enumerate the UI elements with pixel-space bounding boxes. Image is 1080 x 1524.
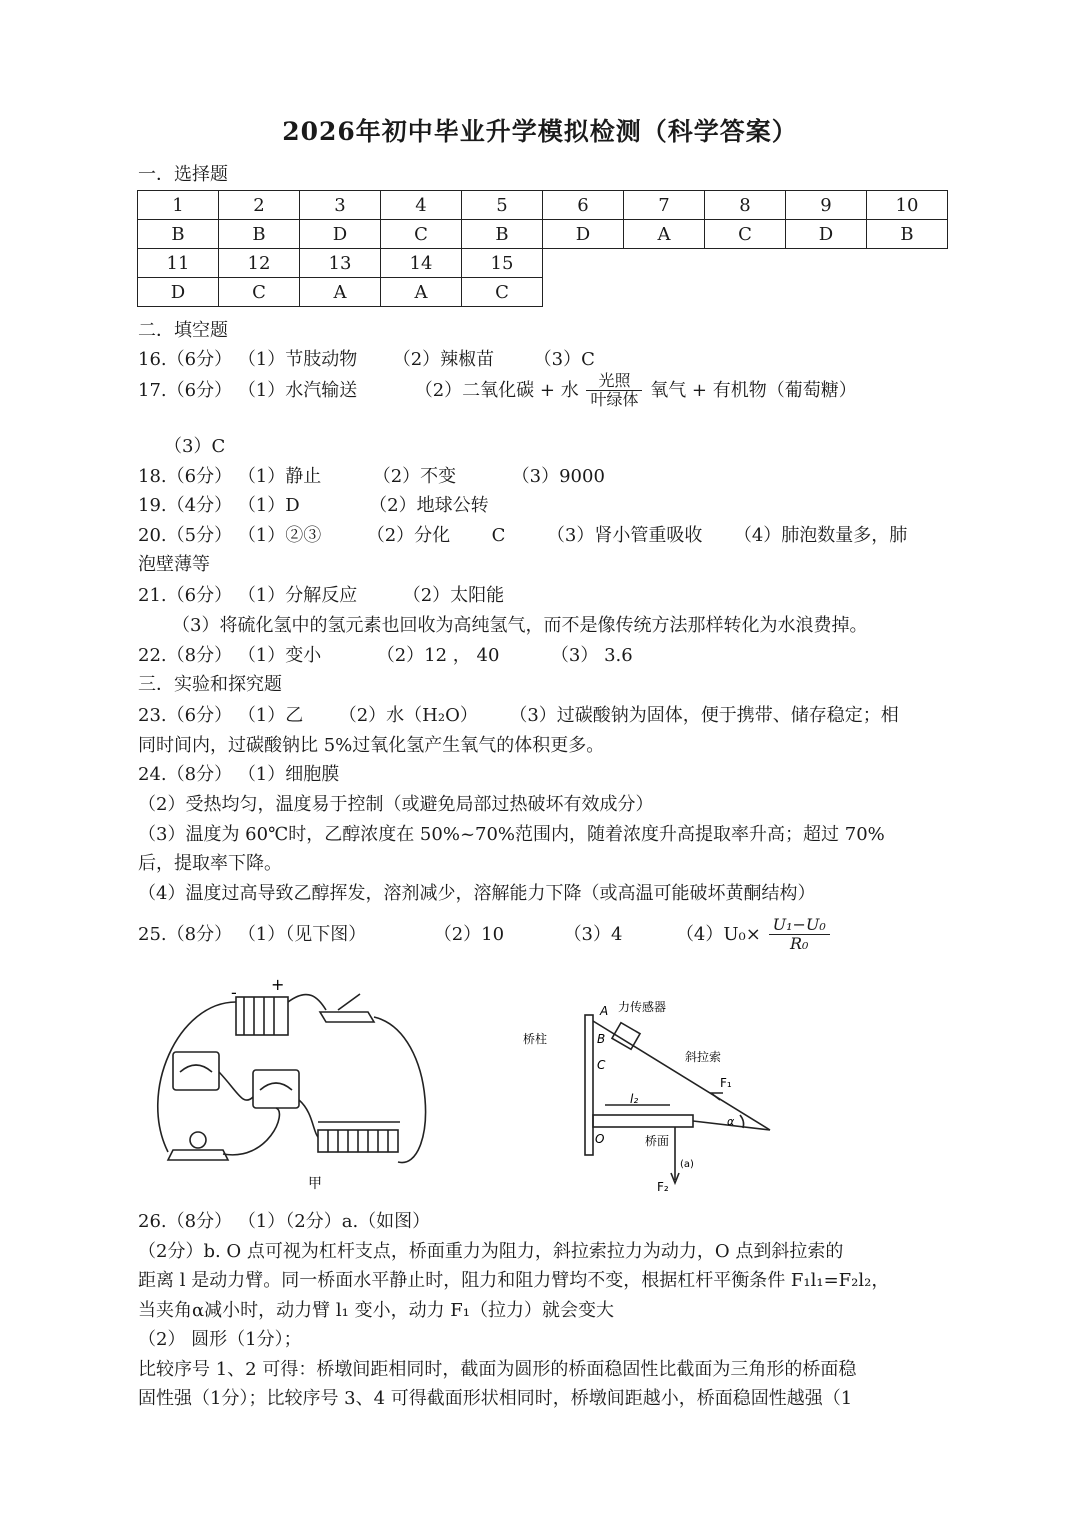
q18-a1: （1）静止 [237,466,322,487]
q22-a2: （2）12 ， 40 [376,645,500,666]
q21-a3: （3）将硫化氢中的氢元素也回收为高纯氢气，而不是像传统方法那样转化为水浪费掉。 [172,615,868,636]
table-cell: 9 [786,191,867,220]
q24-a1: （1）细胞膜 [237,764,340,785]
q17-a2-pre: （2）二氧化碳 + 水 [414,379,579,401]
table-cell: B [138,220,219,249]
f1-label: F₁ [720,1076,732,1090]
q25-a2: （2）10 [433,923,505,945]
voltmeter-icon [173,1052,219,1090]
a-label: (a) [680,1159,694,1170]
q24-a4: （4）温度过高导致乙醇挥发，溶剂减少，溶解能力下降（或高温可能破坏黄酮结构） [138,883,816,904]
q26-b3: 当夹角α减小时，动力臂 l₁ 变小，动力 F₁（拉力）就会变大 [138,1300,614,1321]
q20-a4b: 泡壁薄等 [138,554,210,575]
q23-head: 23.（6分） [138,705,233,726]
q18-a2: （2）不变 [372,466,457,487]
q26-answer [138,1207,430,1233]
q22-a3: （3） 3.6 [550,645,633,666]
q25-a3: （3）4 [563,923,623,945]
q24-a3: （3）温度为 60℃时，乙醇浓度在 50%~70%范围内，随着浓度升高提取率升高；超过 70% [138,824,885,845]
q19-a2: （2）地球公转 [369,495,489,516]
q26-c2: 比较序号 1、2 可得：桥墩间距相同时，截面为圆形的桥面稳固性比截面为三角形的桥面稳 [138,1359,857,1380]
q23-a3b: 同时间内，过碳酸钠比 5%过氧化氢产生氧气的体积更多。 [138,735,605,756]
table-row [138,278,948,307]
q25-a1: （1）（见下图） [237,923,367,945]
q18-a3: （3）9000 [511,466,605,487]
q17-a2-post: 氧气 + 有机物（葡萄糖） [650,379,857,401]
table-cell: D [300,220,381,249]
bridge-deck [593,1115,693,1127]
condition-chloroplast: 叶绿体 [590,390,639,410]
q21-a2: （2）太阳能 [402,585,505,606]
q19-a1: （1）D [237,495,300,516]
battery-plus: + [271,975,285,994]
q17-head: 17.（6分） [138,379,233,401]
q24-answer [138,760,339,786]
table-cell: 5 [462,191,543,220]
alpha-label: α [727,1115,735,1128]
q16-a1: （1）节肢动物 [237,349,358,370]
q22-head: 22.（8分） [138,645,233,666]
q17-a1: （1）水汽输送 [237,379,358,401]
q26-b1: （2分）b. O 点可视为杠杆支点，桥面重力为阻力，斜拉索拉力为动力，O 点到斜拉索的 [138,1241,844,1262]
table-cell: A [381,278,462,307]
q19-answer [138,491,489,517]
f2-label: F₂ [657,1180,669,1194]
cable-label: 斜拉索 [685,1050,722,1064]
q20-a2: （2）分化 [366,525,451,546]
q25-answer [138,916,832,954]
q16-head: 16.（6分） [138,349,233,370]
q26-a1: （1）（2分）a.（如图） [237,1211,431,1232]
q21-a1: （1）分解反应 [237,585,358,606]
section-choice-heading: 一．选择题 [138,164,228,185]
pillar-label: 桥柱 [523,1032,548,1046]
table-cell: 14 [381,249,462,278]
condition-light: 光照 [586,372,642,391]
point-c-label: C [597,1058,606,1072]
table-row [138,249,948,278]
q21-answer [138,581,504,607]
choice-answer-table [137,190,948,307]
table-cell: 8 [705,191,786,220]
q23-a3: （3）过碳酸钠为固体，便于携带、储存稳定；相 [509,705,899,726]
q16-answer [138,345,595,371]
table-cell: D [786,220,867,249]
fraction-numerator: U₁−U₀ [769,916,830,935]
table-cell: C [219,278,300,307]
table-cell: B [867,220,948,249]
q23-a1: （1）乙 [237,705,304,726]
switch-icon [320,1012,374,1022]
point-a-label: A [600,1004,609,1018]
table-cell: D [543,220,624,249]
q18-answer [138,462,605,488]
q20-a4: （4）肺泡数量多，肺 [733,525,908,546]
q23-answer [138,701,899,727]
q26-c3: 固性强（1分）；比较序号 3、4 可得截面形状相同时，桥墩间距越小，桥面稳固性越强（1 [138,1388,853,1409]
q25-fraction [769,916,830,954]
q25-a4-pre: （4）U₀× [675,923,761,945]
q26-c1: （2） 圆形（1分）； [138,1329,302,1350]
reaction-condition [586,372,642,410]
table-row [138,220,948,249]
table-cell: 11 [138,249,219,278]
table-cell: 2 [219,191,300,220]
section-experiment-heading: 三．实验和探究题 [138,674,282,695]
cable-line [593,1021,770,1130]
q22-a1: （1）变小 [237,645,322,666]
section-fill-heading: 二．填空题 [138,320,228,341]
table-cell: C [705,220,786,249]
q24-head: 24.（8分） [138,764,233,785]
fraction-denominator: R₀ [789,934,809,954]
table-cell: 15 [462,249,543,278]
table-cell: A [300,278,381,307]
q22-answer [138,641,633,667]
point-o-label: O [595,1132,605,1146]
table-cell: 10 [867,191,948,220]
circuit-diagram [138,972,448,1192]
q26-b2: 距离 l 是动力臂。同一桥面水平静止时，阻力和阻力臂均不变，根据杠杆平衡条件 F₁l₁=F₂l₂， [138,1270,890,1291]
battery-minus: - [231,983,237,1002]
table-cell: 7 [624,191,705,220]
table-cell: B [219,220,300,249]
table-cell: 4 [381,191,462,220]
q24-a2: （2）受热均匀，温度易于控制（或避免局部过热破坏有效成分） [138,794,654,815]
sensor-label: 力传感器 [618,1000,667,1014]
table-cell: 13 [300,249,381,278]
table-cell: 6 [543,191,624,220]
table-cell: B [462,220,543,249]
q25-head: 25.（8分） [138,923,233,945]
table-cell: A [624,220,705,249]
lamp-icon [168,1150,228,1160]
q17-a3: （3）C [164,436,226,457]
q21-head: 21.（6分） [138,585,233,606]
q20-answer [138,521,907,547]
q16-a2: （2）辣椒苗 [392,349,495,370]
l2-label: l₂ [630,1092,639,1106]
table-cell: C [462,278,543,307]
q26-head: 26.（8分） [138,1211,233,1232]
table-row [138,191,948,220]
q20-a3: （3）肾小管重吸收 [546,525,703,546]
point-b-label: B [597,1032,606,1046]
bridge-pillar [585,1015,593,1155]
q23-a2: （2）水（H₂O） [338,705,478,726]
q20-head: 20.（5分） [138,525,233,546]
q20-a2b: C [491,525,506,546]
table-cell: 1 [138,191,219,220]
bridge-lever-diagram [515,995,780,1195]
table-cell: C [381,220,462,249]
q19-head: 19.（4分） [138,495,233,516]
table-cell: D [138,278,219,307]
table-cell: 3 [300,191,381,220]
q24-a3b: 后，提取率下降。 [138,853,282,874]
q20-a1: （1）②③ [237,525,322,546]
table-cell: 12 [219,249,300,278]
q18-head: 18.（6分） [138,466,233,487]
q16-a3: （3）C [533,349,595,370]
page-title: 2026年初中毕业升学模拟检测（科学答案） [282,117,798,146]
deck-label: 桥面 [645,1134,670,1148]
figure-caption: 甲 [308,1176,322,1192]
ammeter-icon [253,1070,299,1108]
q17-answer [138,372,857,410]
